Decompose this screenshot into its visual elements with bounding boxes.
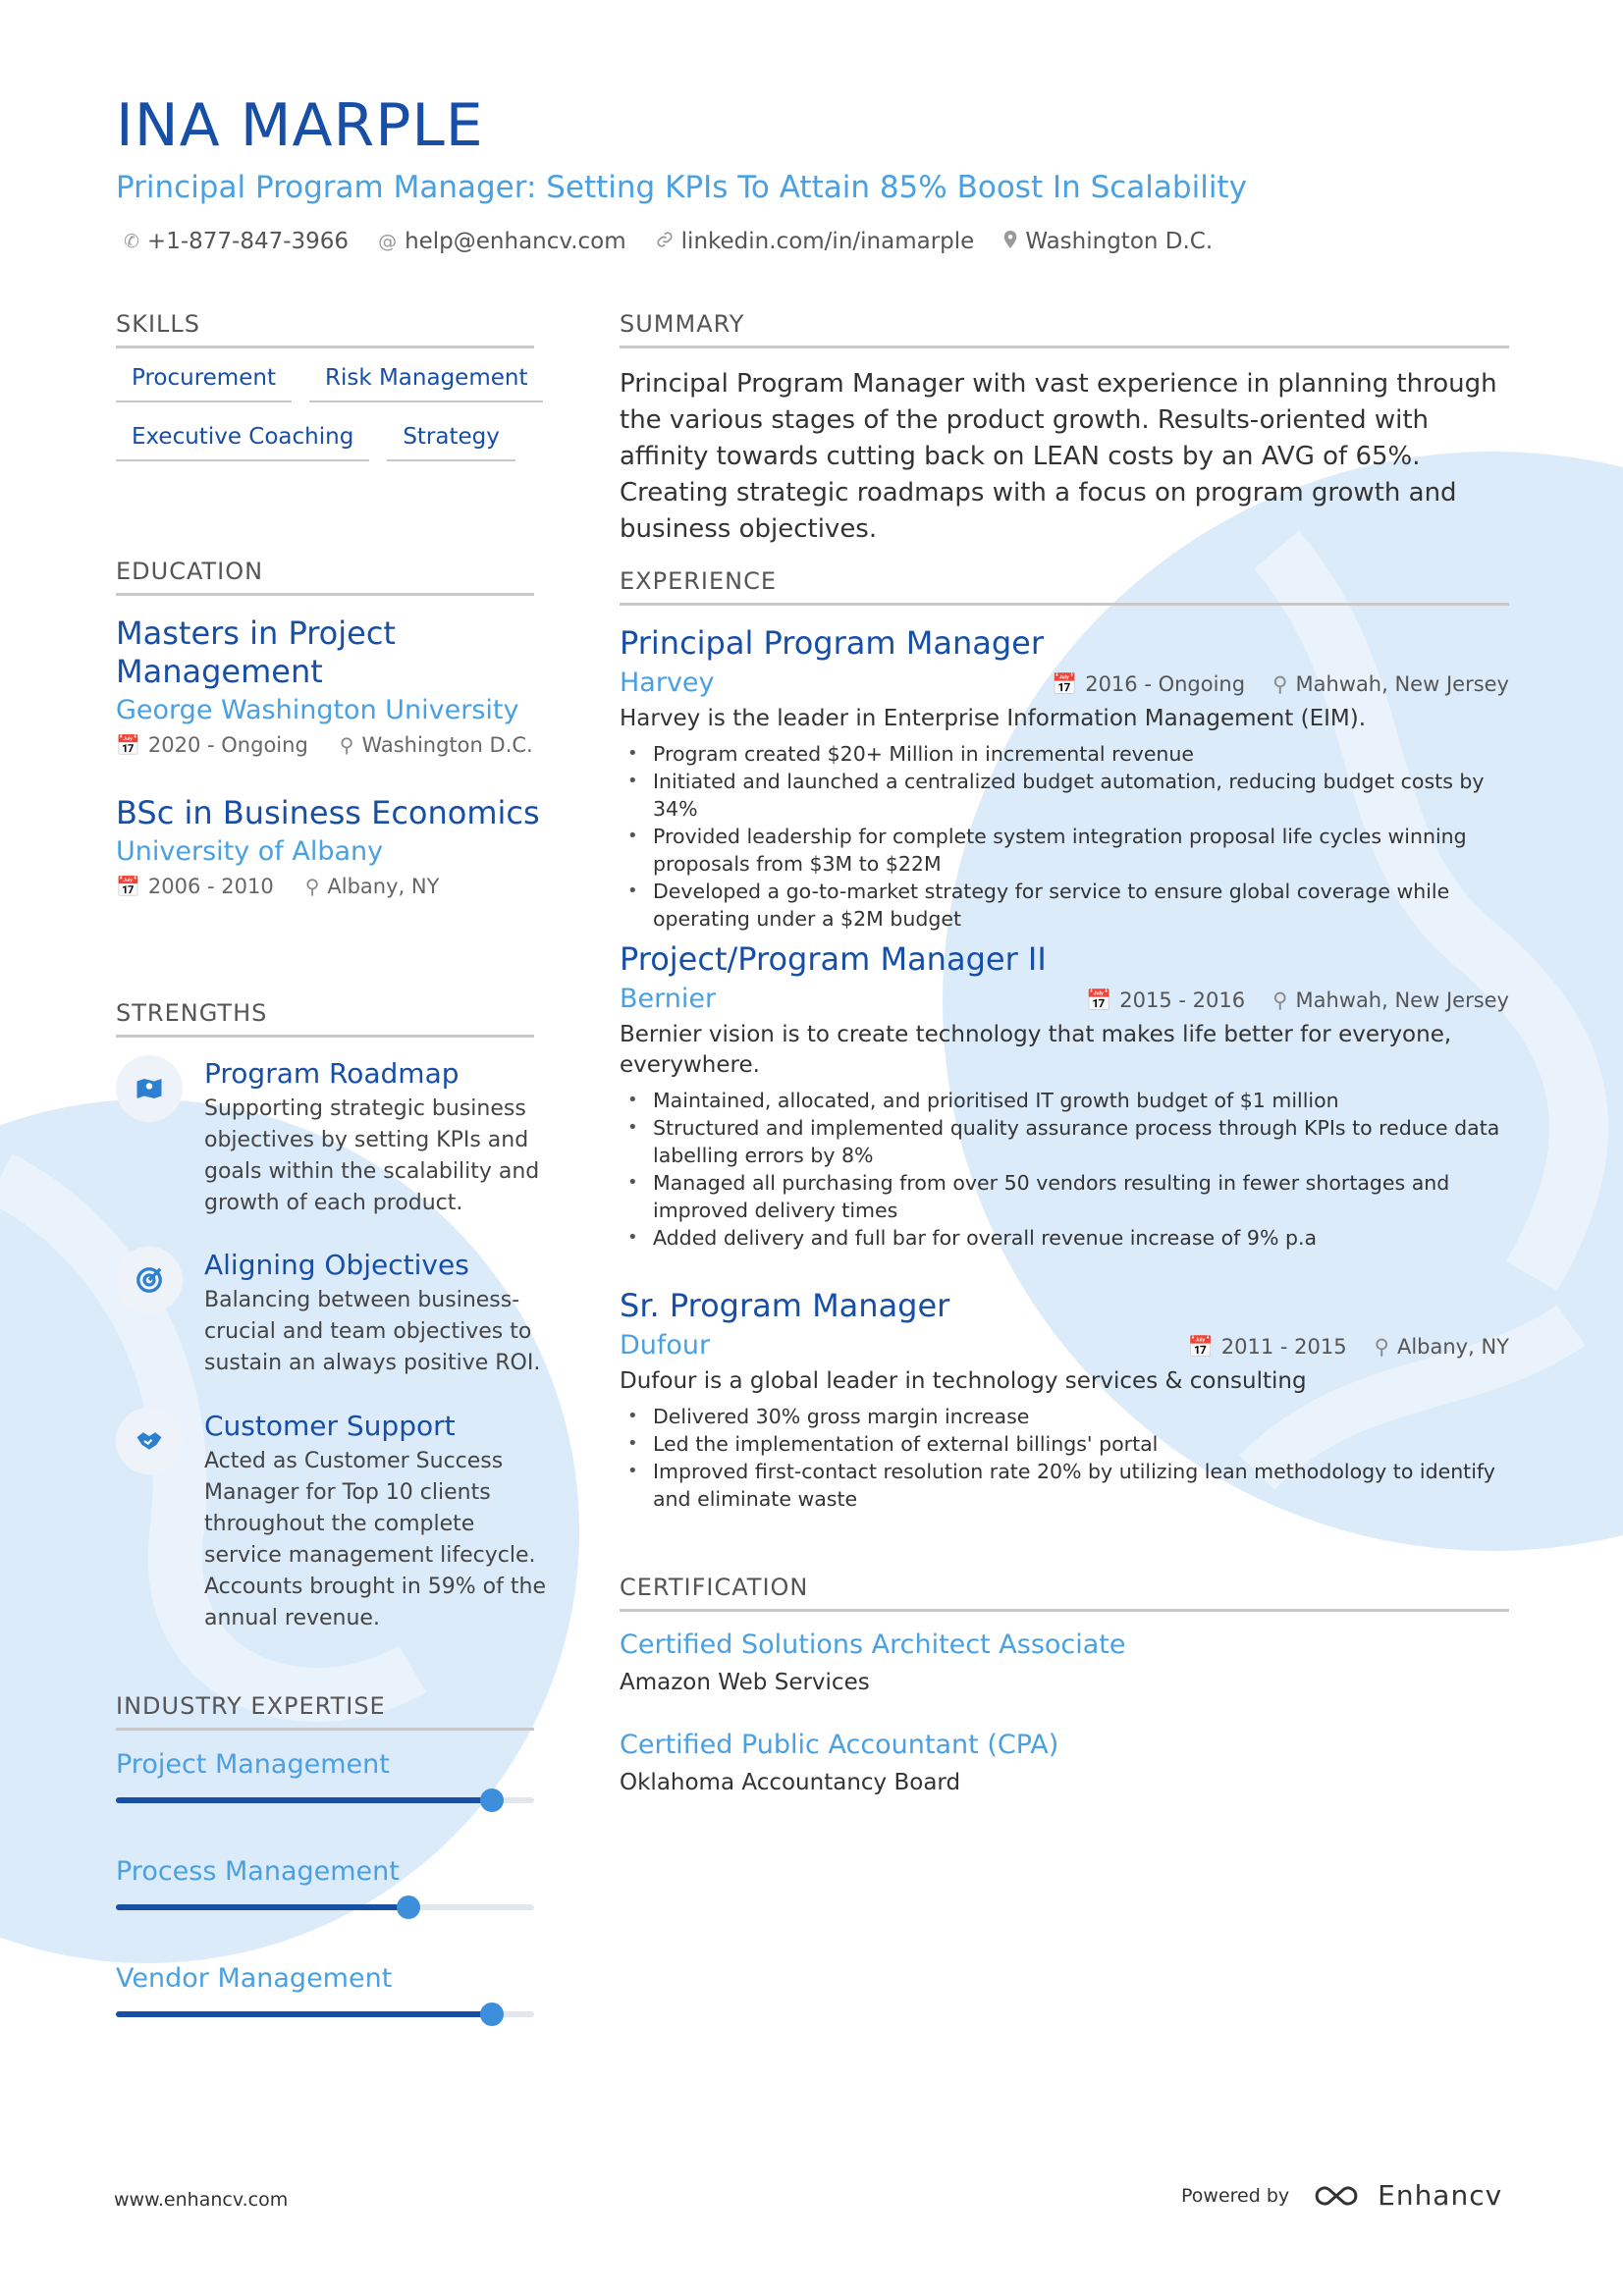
experience-entry <box>620 1287 1509 1513</box>
target-icon <box>116 1247 183 1313</box>
powered-by-text: Powered by <box>1181 2184 1290 2207</box>
education-meta <box>116 875 548 898</box>
expertise-bar <box>116 1797 534 1803</box>
bullet-item: • Program created $20+ Million in incremental revenue <box>620 740 1509 768</box>
education-meta <box>116 733 548 757</box>
bullet-item: • Led the implementation of external billings' portal <box>620 1430 1509 1458</box>
bullet-item: • Managed all purchasing from over 50 vendors resulting in fewer shortages and improved delivery times <box>620 1169 1509 1224</box>
contact-phone[interactable] <box>124 229 349 254</box>
calendar-icon: 📅 <box>1187 1335 1214 1359</box>
link-icon <box>656 231 674 253</box>
location-pin-icon: ⚲ <box>1374 1335 1389 1359</box>
education-section-title: EDUCATION <box>116 558 534 596</box>
skill-tag: Risk Management <box>309 365 544 402</box>
map-icon <box>116 1055 183 1122</box>
certification-section-title: CERTIFICATION <box>620 1574 1509 1612</box>
experience-entry <box>620 624 1509 933</box>
strength-item <box>116 1408 548 1634</box>
brand-logo[interactable] <box>1315 2179 1502 2212</box>
job-bullets <box>620 1403 1509 1513</box>
bullet-item: • Maintained, allocated, and prioritised IT growth budget of $1 million <box>620 1087 1509 1114</box>
expertise-bar-fill <box>116 1904 408 1910</box>
enhancv-logo-icon <box>1315 2181 1368 2211</box>
contact-email[interactable] <box>378 229 626 254</box>
contact-linkedin[interactable] <box>656 229 975 254</box>
strength-description: Supporting strategic business objectives by setting KPIs and goals within the scalability and growth of each product. <box>204 1096 540 1215</box>
expertise-bar-knob <box>397 1896 420 1919</box>
skills-list <box>116 365 548 461</box>
expertise-bar-knob <box>480 2002 504 2026</box>
education-entry <box>116 794 548 898</box>
contact-bar <box>124 229 1213 254</box>
location-pin-icon: ⚲ <box>1272 672 1288 696</box>
location-pin-icon: ⚲ <box>304 875 320 898</box>
company-name: Harvey <box>620 667 715 698</box>
footer-branding <box>1181 2179 1502 2212</box>
footer-website[interactable]: www.enhancv.com <box>114 2189 289 2211</box>
job-dates: 2016 - Ongoing <box>1085 672 1246 696</box>
strength-item <box>116 1247 548 1379</box>
location-pin-icon: ⚲ <box>1272 988 1288 1012</box>
skill-tag: Executive Coaching <box>116 424 369 461</box>
skill-tag: Strategy <box>387 424 515 461</box>
expertise-bar-knob <box>480 1789 504 1812</box>
strength-description: Balancing between business-crucial and team objectives to sustain an always positive ROI. <box>204 1288 541 1375</box>
job-meta <box>1188 1335 1509 1360</box>
expertise-item <box>116 1749 534 1803</box>
phone-text: +1-877-847-3966 <box>146 229 350 254</box>
expertise-label: Process Management <box>116 1856 400 1887</box>
company-name: Bernier <box>620 984 717 1014</box>
location-pin-icon <box>1003 231 1017 253</box>
certification-issuer: Oklahoma Accountancy Board <box>620 1770 961 1795</box>
job-title: Project/Program Manager II <box>620 940 1047 978</box>
expertise-label: Project Management <box>116 1749 390 1780</box>
job-description: Harvey is the leader in Enterprise Information Management (EIM). <box>620 706 1367 731</box>
phone-icon: ✆ <box>124 231 139 252</box>
certification-title: Certified Public Accountant (CPA) <box>620 1730 1059 1760</box>
bullet-item: • Developed a go-to-market strategy for service to ensure global coverage while operating under a $2M budget <box>620 878 1509 933</box>
job-dates: 2015 - 2016 <box>1119 988 1246 1012</box>
expertise-bar <box>116 2011 534 2017</box>
job-bullets <box>620 740 1509 933</box>
summary-text: Principal Program Manager with vast experience in planning through the various stages of the product growth. Results-oriented with affinity towards cutting back on LEAN costs by an AVG of 65%. Creating strategic roadmaps with a focus on program growth and business objectives. <box>620 369 1497 544</box>
industry-expertise-section-title: INDUSTRY EXPERTISE <box>116 1692 534 1731</box>
job-dates: 2011 - 2015 <box>1220 1335 1347 1359</box>
school-name: University of Albany <box>116 836 384 867</box>
bullet-item: • Added delivery and full bar for overall revenue increase of 9% p.a <box>620 1224 1509 1252</box>
strength-title: Aligning Objectives <box>204 1249 469 1281</box>
certification-entry <box>620 1629 1509 1695</box>
school-name: George Washington University <box>116 695 519 725</box>
job-description: Bernier vision is to create technology that makes life better for everyone, everywhere. <box>620 1022 1452 1078</box>
at-icon: @ <box>378 231 398 252</box>
education-dates: 2006 - 2010 <box>147 875 274 898</box>
location-pin-icon: ⚲ <box>339 733 354 757</box>
expertise-bar <box>116 1904 534 1910</box>
degree-title: Masters in Project Management <box>116 614 396 690</box>
education-dates: 2020 - Ongoing <box>147 733 308 757</box>
contact-location <box>1003 229 1213 254</box>
bullet-item: • Provided leadership for complete system integration proposal life cycles winning proposals from $3M to $22M <box>620 823 1509 878</box>
job-location: Mahwah, New Jersey <box>1295 672 1509 696</box>
experience-section-title: EXPERIENCE <box>620 567 1509 606</box>
email-text: help@enhancv.com <box>405 229 626 254</box>
job-meta <box>1052 672 1509 697</box>
education-location: Washington D.C. <box>361 733 533 757</box>
linkedin-text: linkedin.com/in/inamarple <box>680 229 975 254</box>
education-entry <box>116 614 548 757</box>
strength-description: Acted as Customer Success Manager for Top 10 clients throughout the complete service management lifecycle. Accounts brought in 59% of the annual revenue. <box>204 1449 546 1630</box>
job-meta <box>1086 988 1509 1013</box>
job-bullets <box>620 1087 1509 1252</box>
calendar-icon: 📅 <box>116 875 140 898</box>
strength-title: Customer Support <box>204 1410 456 1442</box>
calendar-icon: 📅 <box>116 733 140 757</box>
certification-title: Certified Solutions Architect Associate <box>620 1629 1126 1660</box>
strengths-section-title: STRENGTHS <box>116 999 534 1038</box>
resume-headline: Principal Program Manager: Setting KPIs To Attain 85% Boost In Scalability <box>116 170 1247 205</box>
job-title: Sr. Program Manager <box>620 1287 950 1324</box>
skill-tag: Procurement <box>116 365 292 402</box>
degree-title: BSc in Business Economics <box>116 794 540 831</box>
handshake-icon <box>116 1408 183 1474</box>
calendar-icon: 📅 <box>1086 988 1112 1012</box>
job-description: Dufour is a global leader in technology services & consulting <box>620 1368 1307 1394</box>
bullet-item: • Improved first-contact resolution rate 20% by utilizing lean methodology to identify and eliminate waste <box>620 1458 1509 1513</box>
bullet-item: • Initiated and launched a centralized budget automation, reducing budget costs by 34% <box>620 768 1509 823</box>
resume-name: INA MARPLE <box>116 91 484 160</box>
experience-entry <box>620 940 1509 1252</box>
brand-name: Enhancv <box>1378 2179 1503 2212</box>
expertise-label: Vendor Management <box>116 1963 393 1994</box>
location-text: Washington D.C. <box>1025 229 1214 254</box>
bullet-item: • Structured and implemented quality assurance process through KPIs to reduce data labelling errors by 8% <box>620 1114 1509 1169</box>
strength-item <box>116 1055 548 1219</box>
skills-section-title: SKILLS <box>116 310 534 348</box>
job-location: Mahwah, New Jersey <box>1295 988 1509 1012</box>
bullet-item: • Delivered 30% gross margin increase <box>620 1403 1509 1430</box>
expertise-bar-fill <box>116 2011 492 2017</box>
strength-title: Program Roadmap <box>204 1057 460 1090</box>
calendar-icon: 📅 <box>1052 672 1078 696</box>
expertise-item <box>116 1963 534 2017</box>
job-title: Principal Program Manager <box>620 624 1044 662</box>
company-name: Dufour <box>620 1330 711 1361</box>
summary-section-title: SUMMARY <box>620 310 1509 348</box>
education-location: Albany, NY <box>327 875 440 898</box>
expertise-item <box>116 1856 534 1910</box>
certification-issuer: Amazon Web Services <box>620 1670 870 1695</box>
expertise-bar-fill <box>116 1797 492 1803</box>
certification-entry <box>620 1730 1509 1795</box>
job-location: Albany, NY <box>1396 1335 1509 1359</box>
